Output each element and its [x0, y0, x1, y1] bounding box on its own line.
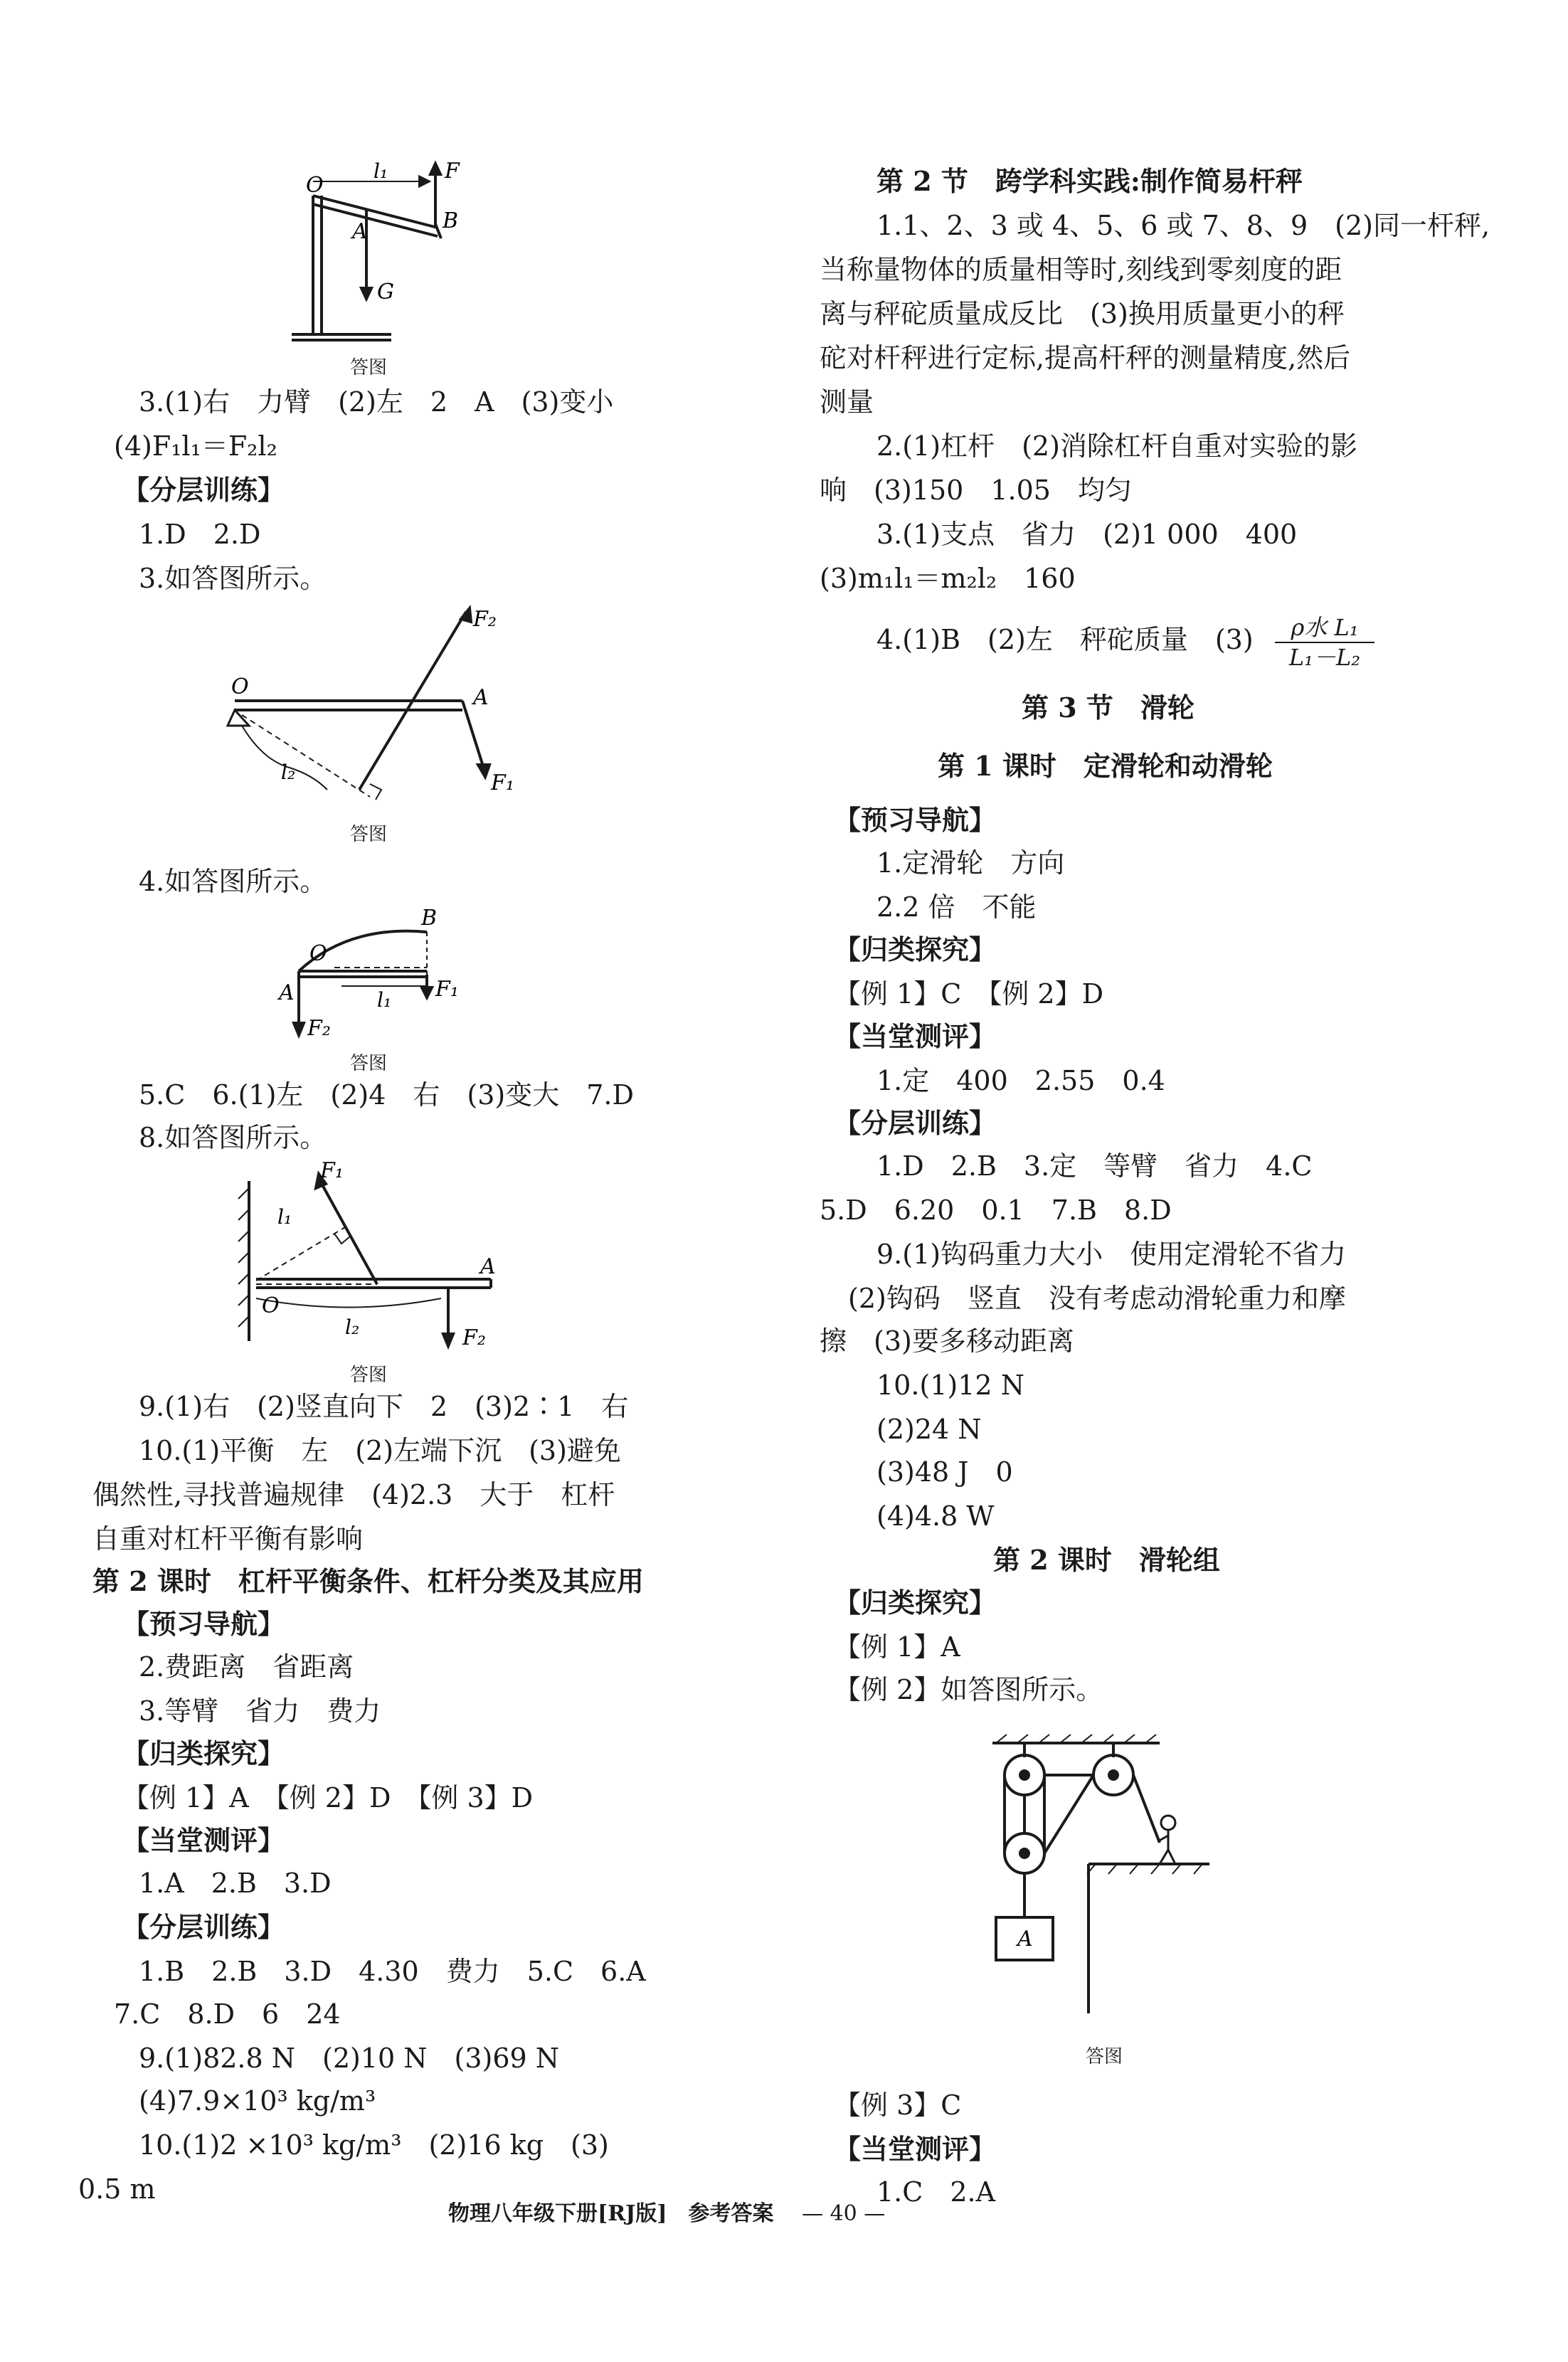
lesson-heading: 第 2 课时 杠杆平衡条件、杠杆分类及其应用 [92, 1565, 644, 1597]
answer-line: 2.(1)杠杆 (2)消除杠杆自重对实验的影 [876, 430, 1357, 462]
answer-line: 1.C 2.A [876, 2176, 996, 2208]
figure-caption: 答图 [350, 824, 388, 845]
answer-line: 测量 [820, 386, 874, 418]
answer-line: 10.(1)平衡 左 (2)左端下沉 (3)避免 [139, 1435, 621, 1466]
section-heading: 【归类探究】 [834, 933, 997, 965]
answer-line: 砣对杆秤进行定标,提高杆秤的测量精度,然后 [820, 342, 1351, 374]
section-heading: 【归类探究】 [834, 1587, 997, 1619]
answer-line: 7.C 8.D 6 24 [114, 1998, 341, 2030]
answer-line: 3.如答图所示。 [139, 563, 327, 594]
fig5-label-A: A [1017, 1927, 1033, 1951]
figure-caption: 答图 [350, 1053, 388, 1074]
fig3-label-O: O [309, 941, 327, 966]
answer-line: 8.如答图所示。 [139, 1122, 327, 1153]
pulley-figure [982, 1729, 1217, 2028]
fig3-label-l1: l₁ [377, 988, 392, 1012]
figure-caption: 答图 [350, 357, 388, 378]
fig3-label-F2: F₂ [307, 1016, 331, 1041]
fig2-label-F1: F₁ [491, 770, 514, 795]
answer-line: 3.(1)右 力臂 (2)左 2 A (3)变小 [139, 386, 614, 418]
fig4-label-F1: F₁ [320, 1160, 344, 1183]
fig2-label-A: A [473, 685, 489, 710]
fraction [1275, 613, 1374, 672]
answer-line: (2)24 N [876, 1414, 982, 1445]
answer-line: 【例 3】C [834, 2090, 962, 2121]
section-heading: 【当堂测评】 [834, 2133, 997, 2165]
answer-line: 擦 (3)要多移动距离 [820, 1325, 1074, 1357]
section-heading: 【分层训练】 [122, 474, 285, 506]
answer-line: 2.费距离 省距离 [139, 1651, 354, 1683]
answer-line: (4)F₁l₁＝F₂l₂ [114, 430, 277, 462]
fig4-label-O: O [262, 1293, 280, 1318]
fig1-label-B: B [443, 208, 459, 233]
page-footer [448, 2196, 885, 2227]
answer-line: 9.(1)右 (2)竖直向下 2 (3)2∶1 右 [139, 1391, 629, 1422]
answer-line: (3)48 J 0 [876, 1456, 1013, 1488]
fig2-label-F2: F₂ [473, 607, 497, 632]
fig4-label-l1: l₁ [277, 1205, 292, 1229]
section-title: 第 3 节 滑轮 [1022, 692, 1194, 724]
answer-line: 当称量物体的质量相等时,刻线到零刻度的距 [820, 254, 1342, 285]
answer-line: 1.D 2.B 3.定 等臂 省力 4.C [876, 1150, 1313, 1182]
lever-figure-2 [221, 598, 519, 818]
figure-caption: 答图 [1086, 2046, 1123, 2067]
section-heading: 【预习导航】 [122, 1608, 285, 1640]
answer-line: (4)4.8 W [876, 1500, 995, 1532]
answer-line: 1.1、2、3 或 4、5、6 或 7、8、9 (2)同一杆秤, [876, 210, 1490, 241]
answer-line: 10.(1)2 ×10³ kg/m³ (2)16 kg (3) [139, 2129, 609, 2161]
answer-line: 5.D 6.20 0.1 7.B 8.D [820, 1195, 1172, 1226]
section-heading: 【当堂测评】 [834, 1020, 997, 1052]
answer-line: 自重对杠杆平衡有影响 [92, 1523, 364, 1555]
answer-line: 0.5 m [78, 2173, 156, 2205]
answer-line: 【例 1】A 【例 2】D 【例 3】D [122, 1782, 534, 1813]
answer-line: 1.A 2.B 3.D [139, 1868, 332, 1899]
fraction-denominator: L₁－L₂ [1288, 644, 1361, 671]
answer-line: 1.定滑轮 方向 [876, 847, 1065, 879]
fraction-numerator: ρ水 L₁ [1275, 613, 1374, 643]
fig4-label-l2: l₂ [345, 1315, 360, 1339]
fig2-label-O: O [231, 674, 249, 699]
answer-line: 3.(1)支点 省力 (2)1 000 400 [876, 519, 1298, 550]
section-heading: 【归类探究】 [122, 1737, 285, 1769]
lesson-heading: 第 2 课时 滑轮组 [993, 1544, 1220, 1576]
answer-line: 离与秤砣质量成反比 (3)换用质量更小的秤 [820, 298, 1345, 329]
answer-line: (4)7.9×10³ kg/m³ [139, 2085, 376, 2117]
figure-caption: 答图 [350, 1365, 388, 1386]
answer-line: 5.C 6.(1)左 (2)4 右 (3)变大 7.D [139, 1079, 634, 1111]
fig1-label-O: O [306, 173, 324, 198]
fig1-label-F: F [445, 159, 460, 184]
lesson-heading: 第 1 课时 定滑轮和动滑轮 [938, 750, 1273, 782]
section-heading: 【分层训练】 [834, 1107, 997, 1139]
answer-line: 4.如答图所示。 [139, 866, 327, 897]
lever-figure-1 [285, 153, 470, 345]
section-heading: 【预习导航】 [834, 804, 997, 836]
footer-book-title: 物理八年级下册[RJ版] 参考答案 [448, 2201, 774, 2226]
answer-line: 2.2 倍 不能 [876, 891, 1037, 923]
answer-line: 1.D 2.D [139, 519, 261, 550]
answer-line: 1.B 2.B 3.D 4.30 费力 5.C 6.A [139, 1956, 646, 1987]
fig1-label-G: G [377, 280, 394, 304]
answer-line: 10.(1)12 N [876, 1370, 1024, 1401]
lever-figure-4 [228, 1160, 526, 1359]
section-title: 第 2 节 跨学科实践:制作简易杆秤 [876, 165, 1303, 197]
answer-line: 3.等臂 省力 费力 [139, 1695, 381, 1727]
fig1-label-l1: l₁ [374, 159, 388, 183]
answer-line: 【例 1】A [834, 1631, 960, 1663]
answer-line: 9.(1)82.8 N (2)10 N (3)69 N [139, 2043, 560, 2074]
answer-line: 响 (3)150 1.05 均匀 [820, 475, 1132, 506]
section-heading: 【当堂测评】 [122, 1824, 285, 1856]
page-number: — 40 — [802, 2201, 886, 2226]
answer-line: 【例 1】C 【例 2】D [834, 978, 1104, 1010]
fig4-label-F2: F₂ [462, 1325, 486, 1350]
answer-line: 4.(1)B (2)左 秤砣质量 (3) [876, 624, 1254, 655]
answer-line: (2)钩码 竖直 没有考虑动滑轮重力和摩 [848, 1283, 1346, 1314]
fig3-label-F1: F₁ [435, 977, 459, 1002]
fig4-label-A: A [480, 1254, 496, 1279]
answer-line: (3)m₁l₁＝m₂l₂ 160 [820, 563, 1076, 594]
answer-line: 9.(1)钩码重力大小 使用定滑轮不省力 [876, 1239, 1347, 1270]
answer-line: 【例 2】如答图所示。 [834, 1674, 1103, 1705]
fig1-label-A: A [352, 219, 368, 244]
answer-line: 1.定 400 2.55 0.4 [876, 1065, 1165, 1096]
section-heading: 【分层训练】 [122, 1911, 285, 1943]
fig3-label-A: A [279, 980, 295, 1005]
lever-figure-3 [270, 904, 484, 1046]
fig3-label-B: B [421, 906, 438, 931]
fig2-label-l2: l₂ [281, 761, 296, 784]
answer-line: 偶然性,寻找普遍规律 (4)2.3 大于 杠杆 [92, 1479, 615, 1510]
